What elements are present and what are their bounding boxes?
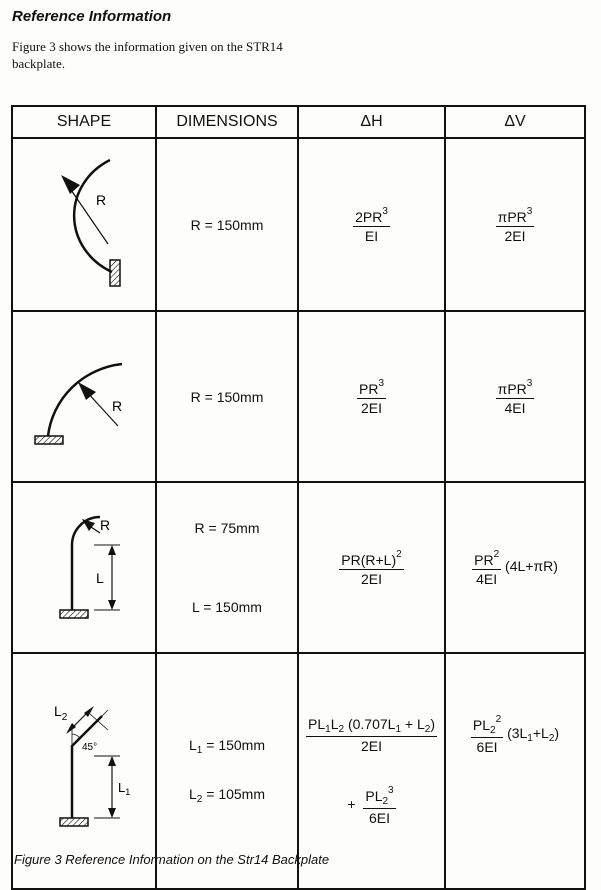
l1-arrow-down bbox=[108, 808, 116, 818]
fixed-support bbox=[60, 610, 88, 618]
angle-label: 45° bbox=[82, 742, 98, 753]
angle-arc bbox=[72, 734, 80, 738]
header-shape: SHAPE bbox=[12, 106, 156, 138]
delta-v-cell bbox=[445, 138, 585, 311]
delta-h-formula: $\frac{PR(R+L)^2}{2EI}$ bbox=[341, 548, 402, 587]
delta-h-cell bbox=[298, 311, 445, 482]
figure-caption: Figure 3 Reference Information on the Str14 Backplate bbox=[14, 852, 330, 867]
l1-label: $L_1$ bbox=[118, 780, 131, 797]
dimensions-cell bbox=[156, 138, 298, 311]
dimension-value: R = 150mm bbox=[190, 388, 264, 405]
length-label: L bbox=[96, 570, 104, 586]
delta-v-formula: $\frac{\pi PR^3}{2EI}$ bbox=[497, 205, 533, 244]
section-heading: Reference Information bbox=[12, 8, 172, 25]
shape-cell bbox=[12, 482, 156, 653]
delta-v-cell bbox=[445, 311, 585, 482]
l2-extension bbox=[78, 710, 108, 740]
intro-paragraph: Figure 3 shows the information given on the STR14 backplate. bbox=[12, 39, 283, 71]
table-row bbox=[12, 138, 585, 311]
dimension-value: $L_1 = 150mm$ bbox=[189, 737, 265, 756]
dimensions-cell bbox=[156, 311, 298, 482]
table-row bbox=[12, 482, 585, 653]
header-row bbox=[12, 106, 585, 138]
delta-h-cell bbox=[298, 138, 445, 311]
dimension-value: $L_2 = 105mm$ bbox=[189, 786, 265, 805]
quarter-arc bbox=[48, 364, 122, 436]
radius-label: R bbox=[100, 517, 111, 533]
radius-arrowhead bbox=[78, 382, 96, 400]
hook-member bbox=[72, 517, 100, 610]
l2-label: $L_2$ bbox=[54, 703, 68, 723]
reference-table bbox=[11, 105, 586, 890]
header-delta-h: ΔH bbox=[298, 106, 445, 138]
radius-arrowhead bbox=[61, 175, 80, 194]
radius-label: R bbox=[96, 192, 107, 208]
dimension-value: L = 150mm bbox=[192, 599, 262, 615]
dimension-arrow-up bbox=[108, 545, 116, 555]
fixed-support bbox=[110, 260, 120, 286]
delta-v-cell bbox=[445, 653, 585, 889]
l2-end-mark bbox=[90, 714, 108, 730]
dimension-arrow-down bbox=[108, 600, 116, 610]
header-dimensions: DIMENSIONS bbox=[156, 106, 298, 138]
delta-v-formula: $\frac{\pi PR^3}{4EI}$ bbox=[497, 377, 533, 416]
dimension-value: R = 75mm bbox=[194, 520, 260, 536]
hook-shape-diagram bbox=[14, 485, 154, 650]
l2-arrow-b bbox=[84, 706, 94, 717]
l2-arrow-a bbox=[66, 723, 76, 734]
semicircle-arc bbox=[74, 160, 112, 272]
header-delta-v: ΔV bbox=[445, 106, 585, 138]
table-row bbox=[12, 311, 585, 482]
shape-cell bbox=[12, 138, 156, 311]
delta-h-cell bbox=[298, 482, 445, 653]
delta-h-formula: $\frac{PR^3}{2EI}$ bbox=[358, 377, 384, 416]
delta-v-formula: $\frac{PL_2^2}{6EI}$ $(3L_1+L_2)$ bbox=[472, 714, 560, 755]
radius-label: R bbox=[112, 398, 123, 414]
delta-v-cell bbox=[445, 482, 585, 653]
semicircle-shape-diagram bbox=[14, 142, 154, 307]
l1-arrow-up bbox=[108, 756, 116, 766]
angled-frame-shape-diagram bbox=[14, 686, 154, 856]
radius-arrowhead bbox=[82, 519, 95, 531]
delta-h-formula: $\frac{PL_1L_2 (0.707L_1 + L_2)}{2EI}$ + $\frac{PL_2^3}{6EI}$ bbox=[308, 716, 435, 826]
fixed-support bbox=[35, 436, 63, 444]
dimensions-cell bbox=[156, 482, 298, 653]
delta-v-formula: $\frac{PR^2}{4EI}$ (4L+πR) bbox=[474, 548, 558, 587]
shape-cell bbox=[12, 311, 156, 482]
quarter-arc-shape-diagram bbox=[14, 314, 154, 479]
dimension-value: R = 150mm bbox=[190, 216, 264, 233]
fixed-support bbox=[60, 818, 88, 826]
delta-h-formula: $\frac{2PR^3}{EI}$ bbox=[355, 205, 388, 244]
